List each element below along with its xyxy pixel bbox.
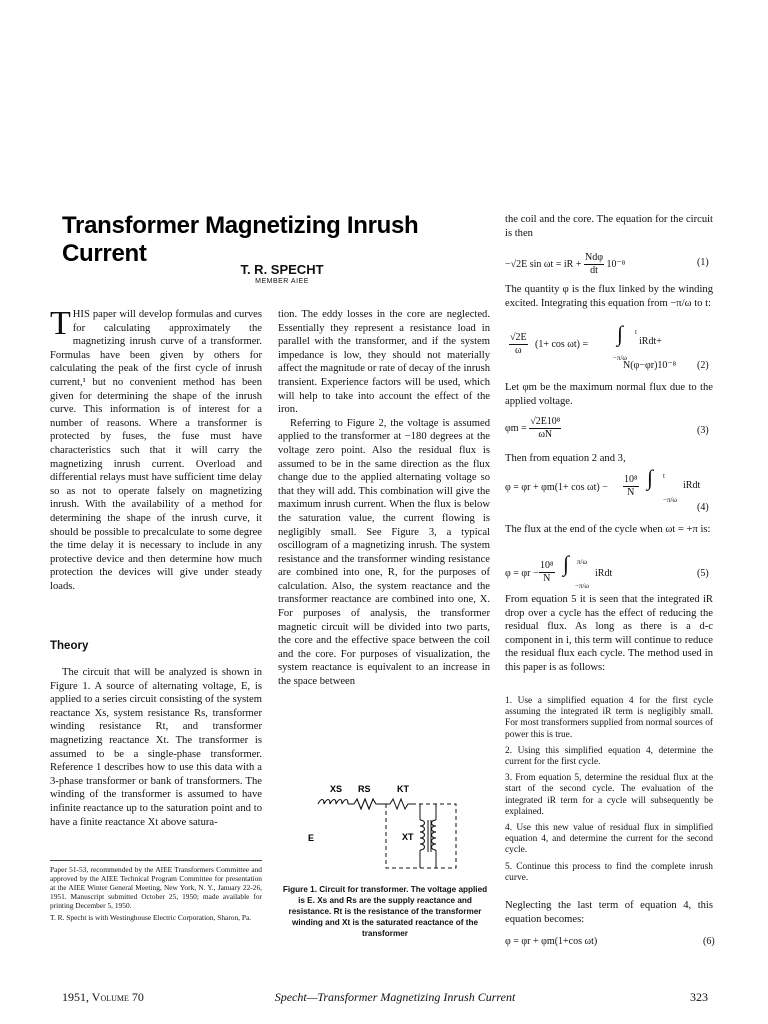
label-xt: XT: [402, 832, 414, 842]
figure-1-circuit-diagram: [300, 780, 470, 880]
footer-page-number: 323: [690, 990, 708, 1004]
list-item: 1. Use a simplified equation 4 for the first cycle assuming the integrated iR term is negligibly small. For most transformers supplied from normal sources of power this is true.: [505, 696, 713, 740]
footnote-paper-info: Paper 51-53, recommended by the AIEE Transformers Committee and approved by the AIEE Technical Program Committee for presentation at the AIEE Winter General Meeting, New York, N. Y., January 22-26, 1951. Manuscript submitted October 25, 1950; made available for printing December 5, 1950.: [50, 865, 262, 910]
eq4-integral-sign: ∫: [647, 465, 654, 490]
eq4-denominator: N: [627, 487, 635, 498]
eq1-lhs: −√2E sin ωt = iR +: [505, 258, 582, 270]
author-name: T. R. SPECHT: [240, 262, 324, 277]
theory-paragraph: [50, 666, 262, 829]
intro-text: HIS paper will develop formulas and curves for calculating approximately the magnetizing inrush curve of a transformer. Formulas have been given by others for calculating the peak of the first cycle of inrush current,¹ but no convenient method has been given for determining the shape of the inrush curve. This information is of interest for a number of reasons. Where a transformer is protected by fuses, the fuse must have characteristics such that it will carry the magnetizing inrush current. Overload and differential relays must have sufficient time delay so as not to operate falsely on magnetizing inrush. With the availability of a method for determining the shape of the inrush curve, it should be possible to precalculate to some degree the time delay it is necessary to include in any protective device and then determine how much protection the devices will give under steady loads.: [50, 309, 262, 592]
eq2-numerator: √2E: [510, 332, 527, 343]
eq4-fraction: [623, 474, 639, 499]
eq5-integrand: iRdt: [595, 568, 613, 579]
system-reactance-xs: [318, 800, 348, 805]
eq4-lhs: φ = φr + φm(1+ cos ωt) −: [505, 482, 608, 493]
footer-volume: 1951, Volume 70: [62, 990, 144, 1004]
list-item: 4. Use this new value of residual flux in simplified equation 4, and determine the current for the second cycle.: [505, 823, 713, 856]
col3-paragraph-7: Neglecting the last term of equation 4, this equation becomes:: [505, 900, 713, 925]
eq2-upper-limit: t: [635, 328, 637, 336]
col3-paragraph-6: From equation 5 it is seen that the integrated iR drop over a cycle has the effect of reducing the residual flux. As long as there is a d-c component in i, this term will continue to reduce the residual flux each cycle. The method used in this paper is as follows:: [505, 594, 713, 673]
footnote-rule: [50, 860, 262, 861]
eq3-denominator: ωN: [538, 429, 553, 440]
theory-text: The circuit that will be analyzed is shown in Figure 1. A source of alternating voltage, E, is applied to a series circuit consisting of the system reactance Xs, system resistance Rs, transformer winding resistance Rt, and transformer magnetizing reactance Xt. The transformer is assumed to be a single-phase transformer. Reference 1 describes how to use this data with a 3-phase transformer or bank of transformers. The winding of the transformer is assumed to have infinite reactance up to the saturation point and to have a finite reactance Xt above satura-: [50, 667, 262, 828]
equation-5: [505, 551, 715, 592]
eq2-denominator: ω: [515, 345, 522, 356]
eq5-lower-limit: −π/ω: [575, 582, 590, 590]
equation-4: [505, 465, 715, 510]
list-item: 2. Using this simplified equation 4, determine the current for the first cycle.: [505, 745, 713, 768]
equation-1-number: (1): [697, 257, 709, 268]
col3-paragraph-4: Then from equation 2 and 3,: [505, 453, 626, 464]
equation-6: φ = φr + φm(1+cos ωt): [505, 936, 598, 947]
eq5-lhs: φ = φr −: [505, 568, 539, 579]
list-item: 3. From equation 5, determine the residual flux at the start of the second cycle. The evaluation of the integrated iR term for a cycle will subsequently be explained.: [505, 773, 713, 817]
transformer-coil-xt: [420, 820, 425, 850]
equation-2-number: (2): [697, 360, 709, 371]
equation-3-number: (3): [697, 425, 709, 436]
equation-6-number: (6): [703, 936, 715, 947]
eq2-tail: N(φ−φr)10⁻⁸: [623, 360, 677, 371]
system-resistance-rs: [348, 799, 386, 809]
eq1-tail: 10⁻⁸: [606, 258, 626, 270]
figure-1-caption: Figure 1. Circuit for transformer. The voltage applied is E. Xs and Rs are the supply reactance and resistance. Rt is the resistance of the transformer winding and Xt is the saturated reactance of the transformer: [282, 885, 488, 938]
winding-resistance-kt: [386, 799, 412, 809]
eq4-integrand: iRdt: [683, 480, 701, 491]
eq4-numerator: 10⁸: [624, 474, 638, 485]
author-membership: MEMBER AIEE: [255, 278, 309, 285]
eq3-fraction: [529, 416, 561, 441]
col3-paragraph-5: The flux at the end of the cycle when ωt = +π is:: [505, 524, 711, 535]
col2-paragraph-1: tion. The eddy losses in the core are neglected. Essentially they represent a resistance load in parallel with the transformer, and if the system impedance is low, they should not materially affect the magnitude or rate of decay of the inrush transient. Experience factors will be used, which will help to take into account the effect of the iron.: [278, 309, 490, 416]
eq5-denominator: N: [543, 573, 551, 584]
label-xs: XS: [330, 784, 343, 794]
footnote-author-affiliation: T. R. Specht is with Westinghouse Electric Corporation, Sharon, Pa.: [50, 913, 252, 922]
equation-4-number: (4): [697, 502, 709, 513]
col3-paragraph-2: The quantity φ is the flux linked by the winding excited. Integrating this equation from −π/ω to t:: [505, 284, 713, 309]
drop-cap: T: [50, 305, 71, 342]
label-rs: RS: [358, 784, 371, 794]
eq4-upper-limit: t: [663, 472, 665, 480]
method-steps-list: [505, 696, 713, 889]
equation-2: [505, 321, 715, 371]
col3-paragraph-3: Let φm be the maximum normal flux due to the applied voltage.: [505, 382, 713, 407]
eq5-numerator: 10⁸: [540, 560, 554, 571]
eq1-numerator: Ndφ: [585, 252, 603, 263]
eq3-lhs: φm =: [505, 422, 527, 434]
column-two-text: [278, 308, 490, 689]
eq5-integral-sign: ∫: [563, 551, 570, 576]
list-item: 5. Continue this process to find the complete inrush curve.: [505, 861, 713, 883]
eq2-integral-sign: ∫: [617, 321, 624, 346]
eq5-upper-limit: π/ω: [577, 558, 588, 566]
equation-1: [505, 252, 715, 277]
eq2-mid: (1+ cos ωt) =: [535, 339, 589, 350]
intro-paragraph: [50, 305, 262, 593]
paper-title: Transformer Magnetizing Inrush Current: [62, 212, 419, 267]
equation-5-number: (5): [697, 568, 709, 579]
col3-paragraph-1: the coil and the core. The equation for the circuit is then: [505, 214, 713, 239]
equation-3: [505, 416, 715, 441]
footnotes: [50, 865, 262, 925]
eq2-fraction: [509, 332, 528, 357]
eq4-lower-limit: −π/ω: [663, 496, 678, 504]
eq2-integrand: iRdt+: [639, 336, 662, 347]
eq1-fraction: [584, 252, 604, 277]
eq2-lower-limit: −π/ω: [613, 354, 628, 362]
eq5-fraction: [539, 560, 555, 585]
label-kt: KT: [397, 784, 409, 794]
label-e: E: [308, 833, 315, 843]
eq1-denominator: dt: [590, 265, 598, 276]
col2-paragraph-2: Referring to Figure 2, the voltage is assumed applied to the transformer at −180 degrees at the voltage zero point. Also the residual flux is assumed to be in the same direction as the flux change due to the applied alternating voltage so that they will add. This combination will give the maximum inrush current. When the flux is below the saturation value, the current flowing is negligibly small. See Figure 3, a typical oscillogram of a magnetizing inrush. The system resistance and the transformer winding resistance are combined into one, R, for the purposes of calculation. Also, the system reactance and the transformer reactance are combined into one, X. For purposes of analysis, the transformer magnetic circuit will be divided into two parts, the core and the effective space between the coil and the core. For purposes of visualization, the system reactance is equivalent to an increase in the space between: [278, 417, 490, 688]
eq3-numerator: √2E10⁸: [530, 416, 561, 427]
section-heading-theory: Theory: [50, 640, 89, 652]
footer-running-title: Specht—Transformer Magnetizing Inrush Current: [274, 990, 516, 1004]
transformer-dashed-box: [386, 804, 456, 868]
transformer-secondary-coil: [432, 820, 437, 850]
